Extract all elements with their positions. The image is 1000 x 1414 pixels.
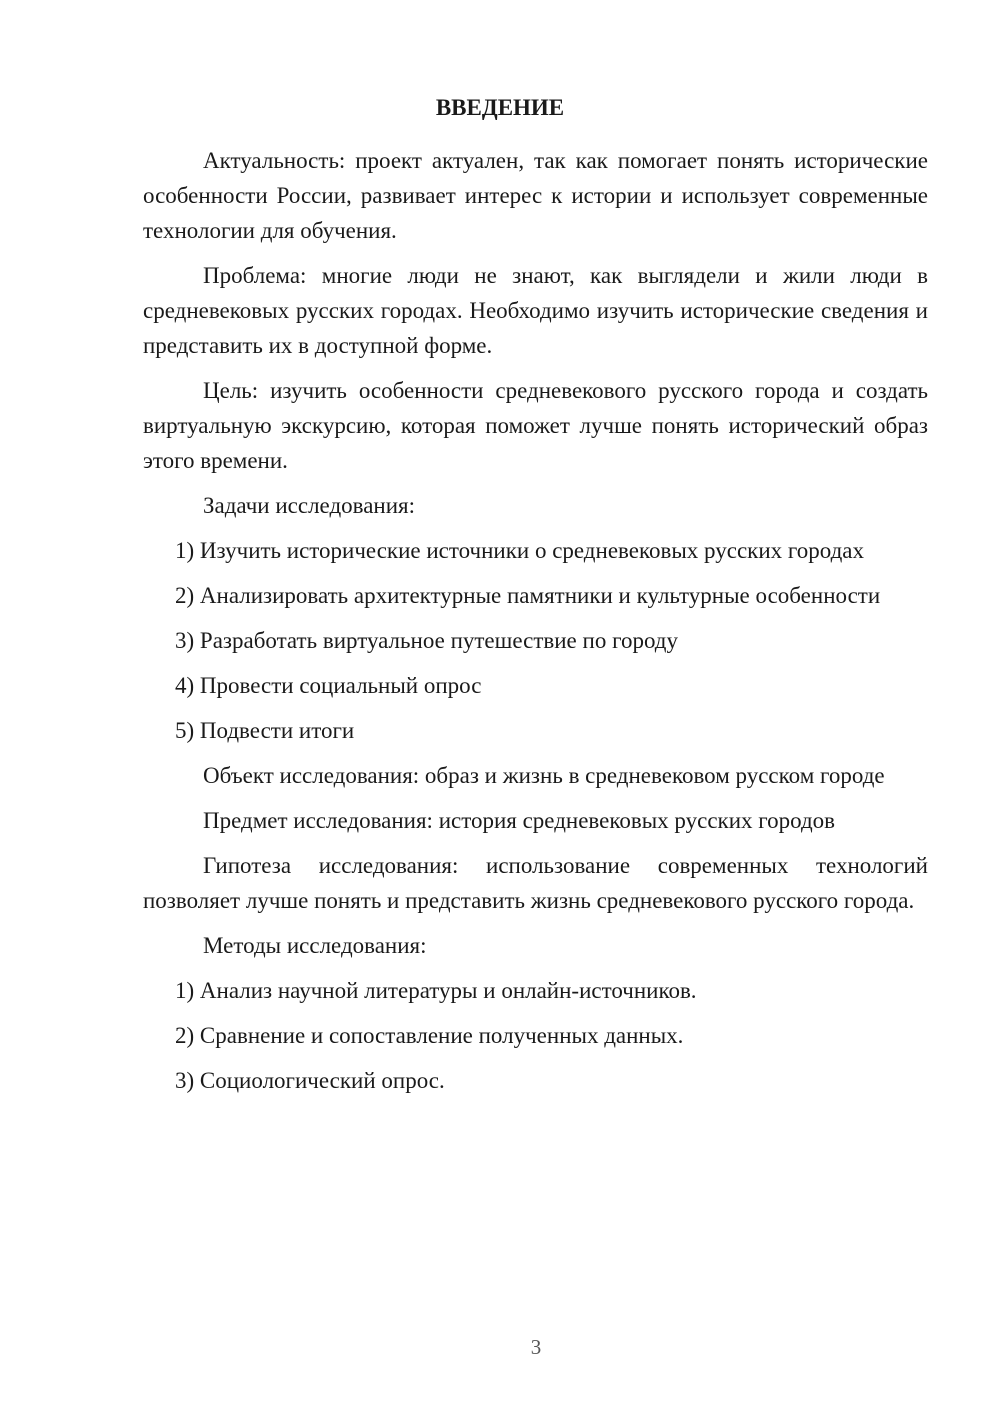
task-item: 5) Подвести итоги	[175, 718, 355, 743]
method-item: 3) Социологический опрос.	[175, 1068, 445, 1093]
paragraph-relevance: Актуальность: проект актуален, так как помогает понять исторические особенности России, развивает интерес к истории и использует современные технологии для обучения.	[143, 148, 928, 243]
task-item: 1) Изучить исторические источники о средневековых русских городах	[175, 538, 864, 563]
task-item: 4) Провести социальный опрос	[175, 673, 482, 698]
section-title: ВВЕДЕНИЕ	[435, 95, 565, 120]
paragraph-goal: Цель: изучить особенности средневекового русского города и создать виртуальную экскурсию, которая поможет лучше понять исторический образ этого времени.	[143, 378, 928, 473]
paragraph-object: Объект исследования: образ и жизнь в средневековом русском городе	[203, 763, 885, 788]
paragraph-hypothesis: Гипотеза исследования: использование современных технологий позволяет лучше понять и представить жизнь средневекового русского города.	[143, 853, 928, 913]
paragraph-tasks-heading: Задачи исследования:	[203, 493, 416, 518]
method-item: 2) Сравнение и сопоставление полученных данных.	[175, 1023, 684, 1048]
task-item: 3) Разработать виртуальное путешествие по городу	[175, 628, 678, 653]
paragraph-methods-heading: Методы исследования:	[203, 933, 427, 958]
page-number: 3	[530, 1335, 542, 1359]
paragraph-problem: Проблема: многие люди не знают, как выглядели и жили люди в средневековых русских городах. Необходимо изучить исторические сведения и представить их в доступной форме.	[143, 263, 928, 358]
method-item: 1) Анализ научной литературы и онлайн-источников.	[175, 978, 697, 1003]
task-item: 2) Анализировать архитектурные памятники и культурные особенности	[175, 583, 881, 608]
paragraph-subject: Предмет исследования: история средневековых русских городов	[203, 808, 836, 833]
body-text	[143, 143, 928, 1108]
